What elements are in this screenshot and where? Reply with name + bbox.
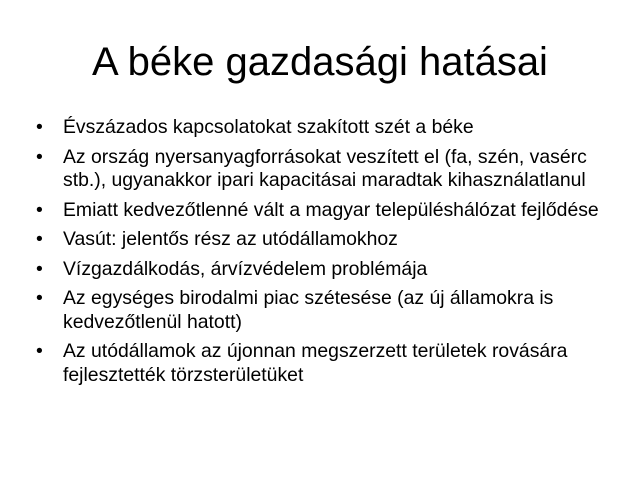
bullet-dot: •: [36, 198, 43, 221]
bullet-item: [36, 228, 606, 252]
bullet-dot: •: [36, 116, 43, 138]
bullet-item: [36, 116, 606, 140]
bullet-dot: •: [36, 145, 43, 168]
bullet-item: [36, 258, 606, 282]
bullet-text: Az ország nyersanyagforrásokat veszített el (fa, szén, vasérc stb.), ugyanakkor ipari kapacitásai maradtak kihasználatlanul: [63, 145, 587, 191]
bullet-text: Évszázados kapcsolatokat szakított szét a béke: [63, 116, 474, 138]
bullet-list: [36, 116, 606, 393]
bullet-dot: •: [36, 287, 43, 309]
bullet-item: [36, 199, 606, 223]
bullet-item: [36, 287, 606, 334]
bullet-item: [36, 146, 606, 193]
bullet-text: Vasút: jelentős rész az utódállamokhoz: [63, 228, 398, 250]
bullet-text: Az egységes birodalmi piac szétesése (az új államokra is kedvezőtlenül hatott): [63, 287, 554, 333]
bullet-dot: •: [36, 228, 43, 250]
bullet-text: Vízgazdálkodás, árvízvédelem problémája: [63, 257, 428, 280]
bullet-dot: •: [36, 257, 43, 280]
slide-title: A béke gazdasági hatásai: [92, 40, 548, 84]
bullet-item: [36, 340, 606, 387]
bullet-dot: •: [36, 340, 43, 362]
bullet-text: Emiatt kedvezőtlenné vált a magyar településhálózat fejlődése: [63, 198, 599, 221]
bullet-text: Az utódállamok az újonnan megszerzett területek rovására fejlesztették törzsterületüket: [63, 340, 568, 386]
